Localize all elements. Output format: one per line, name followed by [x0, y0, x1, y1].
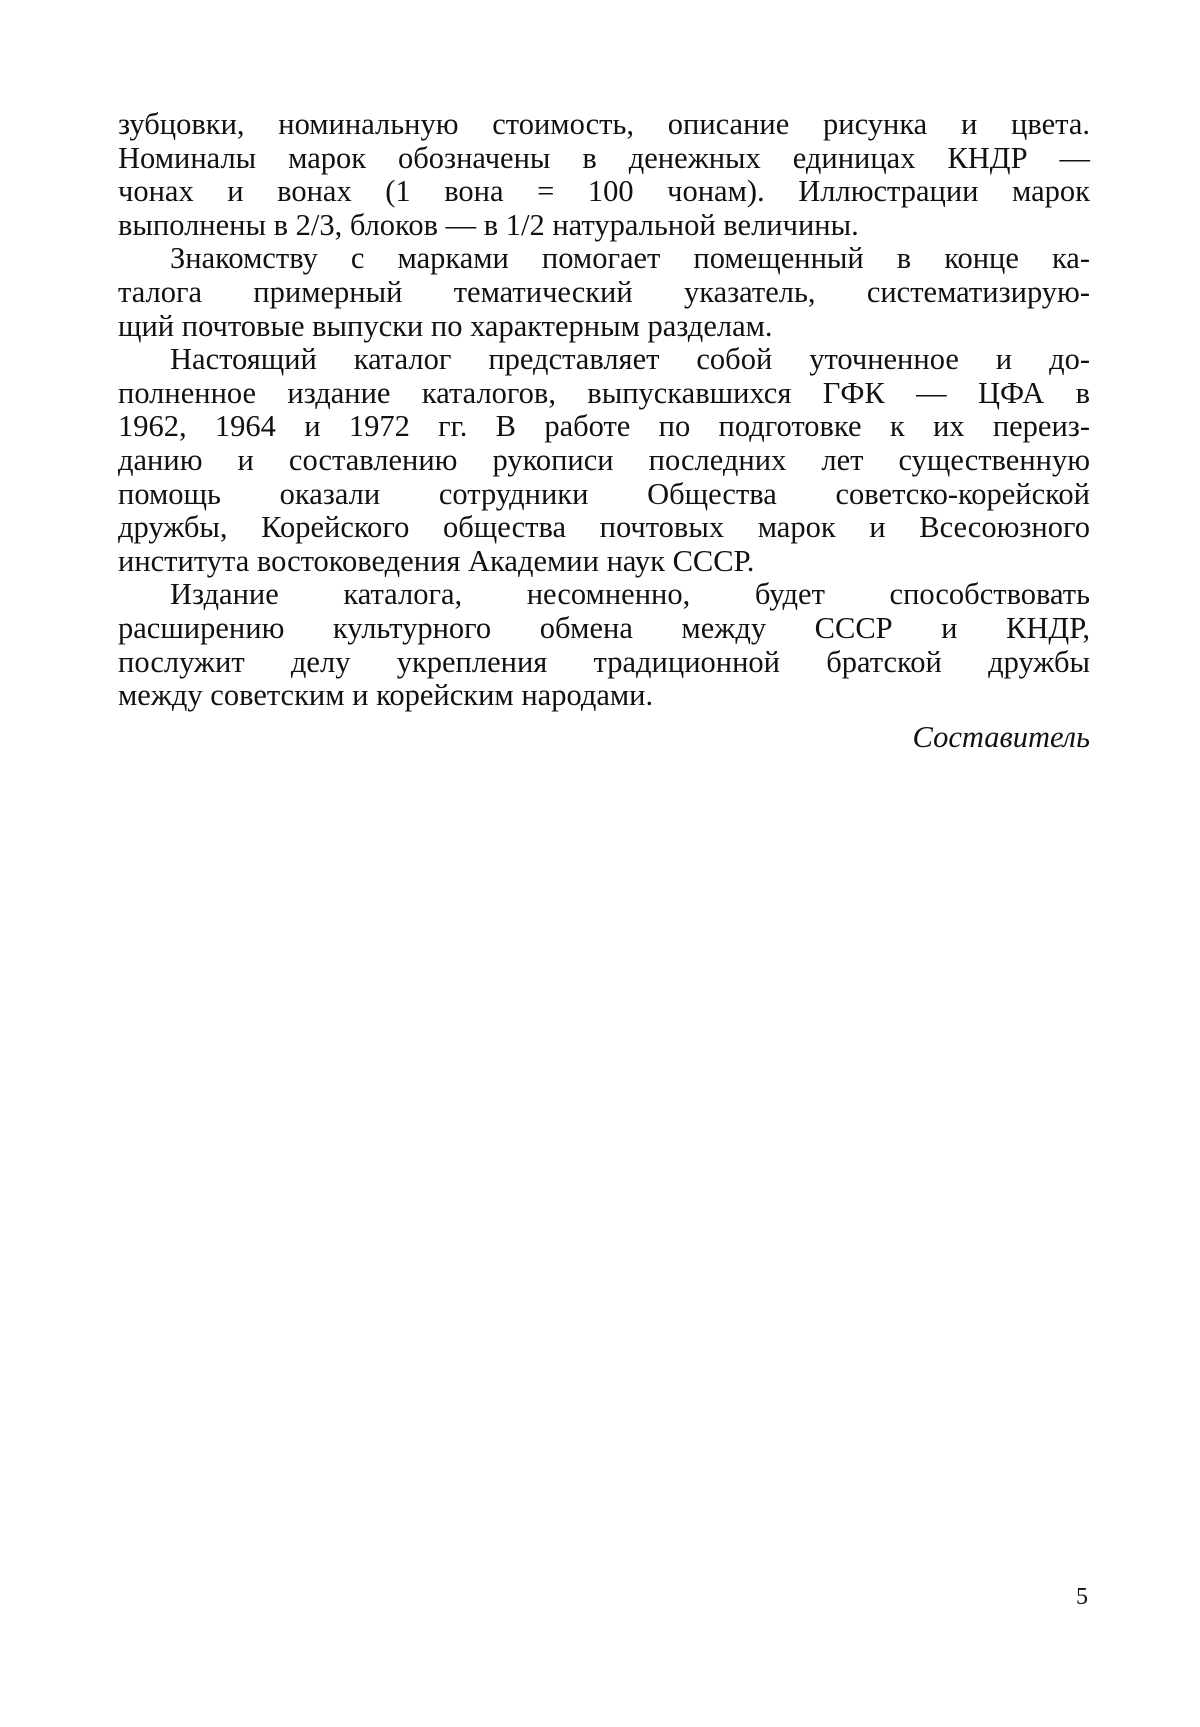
text-line: института востоковедения Академии наук СССР. — [118, 543, 755, 578]
text-line: 1962, 1964 и 1972 гг. В работе по подготовке к их переиз- — [118, 409, 1090, 444]
text-line: Знакомству с марками помогает помещенный в конце ка- — [170, 241, 1090, 276]
paragraph-3 — [118, 343, 1090, 578]
text-line: выполнены в 2/3, блоков — в 1/2 натуральной величины. — [118, 207, 859, 242]
text-line: талога примерный тематический указатель, систематизирую- — [118, 274, 1090, 309]
text-line: дружбы, Корейского общества почтовых марок и Всесоюзного — [118, 510, 1090, 545]
text-line: между советским и корейским народами. — [118, 678, 654, 713]
page-number: 5 — [1076, 1584, 1088, 1610]
text-line: Издание каталога, несомненно, будет способствовать — [170, 577, 1090, 612]
document-body — [118, 108, 1090, 754]
text-line: расширению культурного обмена между СССР и КНДР, — [118, 610, 1090, 645]
text-line: полненное издание каталогов, выпускавшихся ГФК — ЦФА в — [118, 375, 1090, 410]
paragraph-1 — [118, 108, 1090, 242]
text-line: Номиналы марок обозначены в денежных единицах КНДР — — [118, 140, 1090, 175]
paragraph-2 — [118, 242, 1090, 343]
text-line: щий почтовые выпуски по характерным разделам. — [118, 308, 773, 343]
text-line: послужит делу укрепления традиционной братской дружбы — [118, 644, 1090, 679]
text-line: помощь оказали сотрудники Общества советско-корейской — [118, 476, 1090, 511]
signature: Составитель — [912, 719, 1090, 754]
text-line: данию и составлению рукописи последних лет существенную — [118, 442, 1090, 477]
text-line: чонах и вонах (1 вона = 100 чонам). Иллюстрации марок — [118, 174, 1090, 209]
text-line: Настоящий каталог представляет собой уточненное и до- — [170, 342, 1090, 377]
paragraph-4 — [118, 578, 1090, 712]
text-line: зубцовки, номинальную стоимость, описание рисунка и цвета. — [118, 107, 1090, 141]
